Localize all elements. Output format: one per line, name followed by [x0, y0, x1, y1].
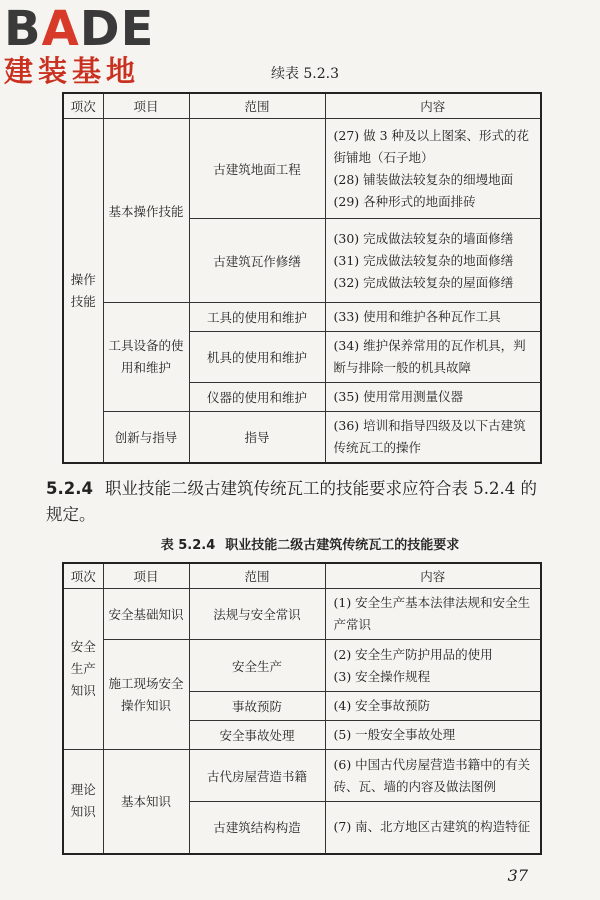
scope-cell: 古建筑结构构造: [189, 802, 325, 854]
content-cell: [325, 332, 541, 383]
content-cell: [325, 802, 541, 854]
table-continuation-caption: 续表 5.2.3: [270, 66, 340, 82]
content-line: (28) 铺装做法较复杂的细墁地面: [333, 171, 514, 187]
scope-cell: 指导: [189, 412, 325, 464]
table-row: [63, 303, 541, 332]
item-cell: 基本操作技能: [103, 119, 189, 303]
clause-text: 职业技能二级古建筑传统瓦工的技能要求应符合表 5.2.4 的规定。: [46, 479, 537, 524]
table-row: [63, 119, 541, 219]
content-line: (34) 维护保养常用的瓦作机具，判断与排除一般的机具故障: [333, 338, 526, 375]
header-item-no: 项次: [63, 563, 103, 589]
category-cell: 理论知识: [63, 750, 103, 854]
header-item: 项目: [103, 563, 189, 589]
skills-table-continued: [62, 92, 542, 464]
content-cell: [325, 640, 541, 692]
logo-subtitle: 建装基地: [4, 54, 141, 88]
scope-cell: 古代房屋营造书籍: [189, 750, 325, 802]
category-cell: 操作技能: [63, 119, 103, 464]
table-row: [63, 412, 541, 464]
item-cell: 安全基础知识: [103, 589, 189, 640]
item-cell: 施工现场安全操作知识: [103, 640, 189, 750]
header-item-no: 项次: [63, 93, 103, 119]
content-line: (36) 培训和指导四级及以下古建筑传统瓦工的操作: [333, 418, 526, 455]
scope-cell: 安全生产: [189, 640, 325, 692]
table-row: [63, 589, 541, 640]
content-line: (35) 使用常用测量仪器: [333, 389, 464, 404]
item-cell: 基本知识: [103, 750, 189, 854]
logo: [4, 1, 176, 90]
content-line: (7) 南、北方地区古建筑的构造特征: [333, 819, 531, 835]
item-cell: 工具设备的使用和维护: [103, 303, 189, 412]
header-scope: 范围: [189, 563, 325, 589]
table-row: [63, 750, 541, 802]
content-cell: [325, 383, 541, 412]
table-header-row: [63, 93, 541, 119]
table-title: [130, 534, 490, 553]
content-cell: [325, 219, 541, 303]
scope-cell: 法规与安全常识: [189, 589, 325, 640]
content-line: (5) 一般安全事故处理: [333, 727, 456, 742]
scope-cell: 安全事故处理: [189, 721, 325, 750]
clause-number: 5.2.4: [46, 479, 93, 498]
content-line: (27) 做 3 种及以上图案、形式的花街铺地（石子地）: [333, 127, 530, 165]
skills-table: [62, 562, 542, 855]
table-title-text: 职业技能二级古建筑传统瓦工的技能要求: [225, 538, 460, 553]
content-cell: [325, 589, 541, 640]
scope-cell: 古建筑瓦作修缮: [189, 219, 325, 303]
table-row: [63, 640, 541, 692]
content-line: (2) 安全生产防护用品的使用: [333, 646, 493, 662]
scope-cell: 仪器的使用和维护: [189, 383, 325, 412]
content-line: (1) 安全生产基本法律法规和安全生产常识: [333, 595, 531, 632]
content-cell: [325, 412, 541, 464]
page-number: 37: [507, 866, 528, 885]
content-line: (3) 安全操作规程: [333, 668, 431, 684]
table-header-row: [63, 563, 541, 589]
header-content: 内容: [325, 93, 541, 119]
item-cell: 创新与指导: [103, 412, 189, 464]
content-line: (30) 完成做法较复杂的墙面修缮: [333, 230, 514, 246]
clause-paragraph: [46, 476, 546, 528]
logo-wordmark: BADE: [4, 1, 155, 57]
content-line: (6) 中国古代房屋营造书籍中的有关砖、瓦、墙的内容及做法图例: [333, 756, 531, 794]
header-content: 内容: [325, 563, 541, 589]
content-line: (29) 各种形式的地面排砖: [333, 193, 476, 209]
scope-cell: 事故预防: [189, 692, 325, 721]
content-line: (4) 安全事故预防: [333, 698, 431, 713]
content-line: (33) 使用和维护各种瓦作工具: [333, 309, 501, 324]
category-cell: 安全生产知识: [63, 589, 103, 750]
content-line: (31) 完成做法较复杂的地面修缮: [333, 252, 514, 268]
content-cell: [325, 692, 541, 721]
content-line: (32) 完成做法较复杂的屋面修缮: [333, 274, 514, 290]
scope-cell: 工具的使用和维护: [189, 303, 325, 332]
header-item: 项目: [103, 93, 189, 119]
content-cell: [325, 303, 541, 332]
scope-cell: 机具的使用和维护: [189, 332, 325, 383]
scope-cell: 古建筑地面工程: [189, 119, 325, 219]
content-cell: [325, 119, 541, 219]
content-cell: [325, 721, 541, 750]
table-title-number: 表 5.2.4: [160, 538, 216, 553]
header-scope: 范围: [189, 93, 325, 119]
content-cell: [325, 750, 541, 802]
